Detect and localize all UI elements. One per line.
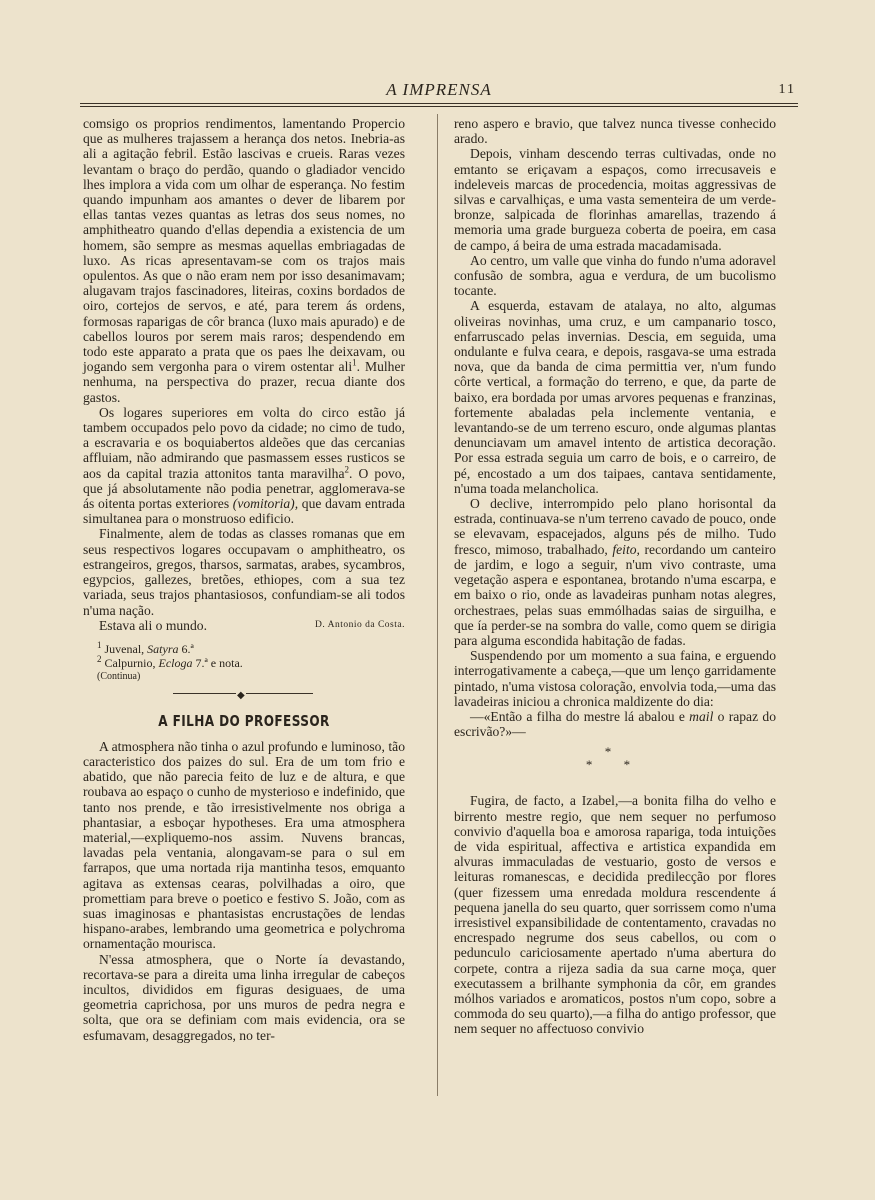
section-title: A FILHA DO PROFESSOR xyxy=(158,711,330,730)
author-signature: D. Antonio da Costa. xyxy=(315,619,405,630)
paragraph: Ao centro, um valle que vinha do fundo n'uma adoravel confusão de sombra, agua e verdura, de um bucolismo tocante. xyxy=(454,252,776,299)
left-column xyxy=(83,116,405,1043)
paragraph: Suspendendo por um momento a sua faina, e erguendo interrogativamente a cabeça,—que um lenço garridamente pintado, n'uma vistosa coloração, envolvia toda,—uma das lavadeiras iniciou a chronica maldizente do dia: xyxy=(454,648,776,709)
paragraph: Estava ali o mundo. xyxy=(99,617,207,633)
paragraph: N'essa atmosphera, que o Norte ía devastando, recortava-se para a direita uma linha irregular de cabeços incultos, divididos em figuras desiguaes, de uma geometria caprichosa, por uns muros de pedra negra e solta, que ora se definiam com mais evidencia, ora se esfumavam, desaggregados, no ter- xyxy=(83,951,405,1043)
paragraph: Finalmente, alem de todas as classes romanas que em seus respectivos logares occupavam o amphitheatro, os estrangeiros, gregos, tharsos, sarmatas, arabes, sycambros, egypcios, gallezes, bretões, ethiopes, com a sua tez variada, seus trajos phantasiosos, confundiam-se ali todos n'uma nação. xyxy=(83,526,405,618)
paragraph: Fugira, de facto, a Izabel,—a bonita filha do velho e birrento mestre regio, que nem sequer no perfumoso convivio d'aquella boa e amorosa rapariga, toda intuições de vida espiritual, affectiva e artistica expandida em alvuras immaculadas de vestuario, gosto de versos e leituras romanescas, e decidida predilecção por flores (quer fizessem uma enredada moldura rescendente á pequena janella do seu quarto, quer sorrissem como n'uma irresistivel expansibilidade de contentamento, cravadas no encrespado negrume dos seus cabellos, ou com o pedunculo cariciosamente apertado n'uma abertura do corpete, contra a rijeza sadia da sua carne moça, quer executassem a brilhante symphonia da côr, em grandes mólhos variados e aromaticos, postos n'um copo, sobre a commoda do seu quarto),—a filha do antigo professor, que nem sequer no affectuoso convivio xyxy=(454,793,776,1037)
page-header xyxy=(80,80,798,100)
paragraph: comsigo os proprios rendimentos, lamentando Propercio que as mulheres trajassem a herança dos netos. Inebria-as ali a agitação febril. Estão lascivas e crueis. Raras vezes levantam o braço do perdão, quando o gladiador vencido lhes implora a vida com um olhar de esperança. No festim quando impunham aos amantes o dever de libarem por ellas tantas vezes quantas as letras dos seus nomes, no amphitheatro quando d'ellas dependia a existencia de um homem, são sempre as mesmas aquellas embriagadas de luxo. As ricas apresentavam-se com os trajos mais opulentos. As que o não eram nem por isso desanimavam; alugavam trajos fascinadores, liteiras, coxins bordados de oiro, cortejos de servos, e até, para terem ás ordens, formosas raparigas de côr branca (luxo mais apurado) e de cabellos louros por serem mais raros; despendendo em todo este apparato a prata que os paes lhe deixavam, ou jogando sem vergonha para o virem ostentar ali$^1$. Mulher nenhuma, na perspectiva do prazer, recua diante dos gastos. xyxy=(83,116,405,405)
paragraph: O declive, interrompido pelo plano horisontal da estrada, continuava-se n'um terreno cavado de pouco, onde se elevavam, espacejados, alguns pés de milho. Tudo fresco, mimoso, trabalhado, feito, recordando um canteiro de jardim, e logo a seguir, n'um vivo contraste, uma vegetação aspera e espontanea, brotando n'uma escarpa, e em baixo o rio, onde as lavadeiras punham notas alegres, orchestraes, pelas suas emmólhadas saias de sirguilha, e que ía perder-se na sombra do valle, como quem se dirigia para alguma escondida habitação de fadas. xyxy=(454,496,776,648)
diamond-icon: ◆ xyxy=(236,688,246,703)
paragraph: Depois, vinham descendo terras cultivadas, onde no emtanto se eriçavam a espaços, como irrecusaveis e indeleveis marcas de procedencia, moitas aggressivas de silvas e carvalhiças, e uma vasta sementeira de um verde-bronze, salpicada de florinhas amarellas, trazendo á memoria uma grade burgueza coberta de poeira, em casa de campo, á beira de uma estrada macadamisada. xyxy=(454,146,776,253)
header-rule xyxy=(80,103,798,107)
column-divider xyxy=(437,114,438,1096)
continued-note: (Continua) xyxy=(97,671,141,683)
paragraph: reno aspero e bravio, que talvez nunca tivesse conhecido arado. xyxy=(454,116,776,147)
paragraph: —«Então a filha do mestre lá abalou e mail o rapaz do escrivão?»— xyxy=(454,708,776,740)
footnote: $^1$ Juvenal, Satyra 6.ª xyxy=(97,640,194,657)
divider-ornament xyxy=(83,688,405,700)
footnotes xyxy=(83,640,405,684)
running-title: A IMPRENSA xyxy=(386,80,492,99)
page-number: 11 xyxy=(778,82,796,97)
footnote-ref[interactable]: 1 xyxy=(352,357,357,368)
footnote-ref[interactable]: 2 xyxy=(344,464,349,475)
paragraph: Os logares superiores em volta do circo estão já tambem occupados pelo povo da cidade; no cimo de tudo, a escravaria e os boquiabertos aldeões que das cercanias affluiam, não admirando que pasmassem esses rusticos se aos da capital trazia attonitos tanta maravilha$^2$. O povo, que já absolutamente não podia penetrar, agglomerava-se ás oitenta portas exteriores (vomitoria), que davam entrada simultanea para o monstruoso edificio. xyxy=(83,404,405,527)
right-column xyxy=(454,116,776,1037)
asterism: * * * xyxy=(585,744,645,773)
paragraph: A esquerda, estavam de atalaya, no alto, algumas oliveiras novinhas, uma cruz, e um campanario tosco, enfarruscado pelas invernias. Descia, em seguida, uma ondulante e fulva ceara, e depois, rasgava-se uma estrada nova, que da banda de cima permittia ver, n'um fundo côrte vertical, a formação do terreno, e que, da parte de baixo, era bordada por umas arvores pequenas e franzinas, fortemente abaladas pela inclemente ventania, e levantando-se de um terreno escuro, onde algumas plantas denunciavam um amavel intento de artistica decoração. Por essa estrada seguia um carro de bois, e o carreiro, de pé, encostado a um dos taipaes, cantava sentidamente, n'uma toada melancholica. xyxy=(454,298,776,496)
footnote: $^2$ Calpurnio, Ecloga 7.ª e nota. xyxy=(97,653,243,670)
paragraph: A atmosphera não tinha o azul profundo e luminoso, tão caracteristico dos paizes do sul. Era de um tom frio e abatido, que não parecia feito de luz e de altura, e que roubava ao espaço o cunho de mysterioso e indefinido, que tanto nos prende, e tão irresistivelmente nos obriga a phantasiar, a esboçar hypotheses. Era uma atmosphera material,—expliquemo-nos assim. Nuvens brancas, lavadas pela ventania, alongavam-se para o sul em farrapos, que uma nortada rija mantinha tesos, emquanto agitava as extensas cearas, polvilhadas a oiro, que promettiam para breve o poetico e festivo S. João, com as suas imaginosas e phantasistas encrustações de lendas hispano-arabes, lembrando uma geometrica e polychroma ornamentação mourisca. xyxy=(83,738,405,952)
